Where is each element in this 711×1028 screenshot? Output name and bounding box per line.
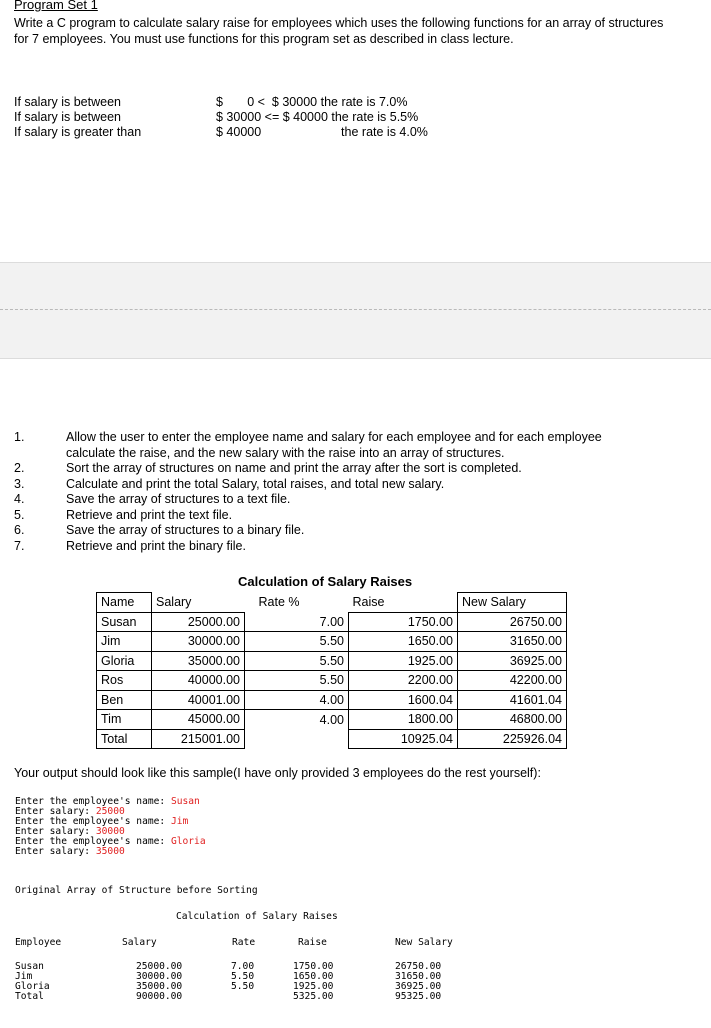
cell-salary: 35000.00 — [152, 651, 245, 671]
console-col-raise — [293, 962, 333, 1002]
rate-rule-label: If salary is between — [14, 110, 121, 124]
step-text: Retrieve and print the text file. — [66, 507, 233, 522]
console-cell: 95325.00 — [395, 991, 442, 1002]
cell-new-salary: 41601.04 — [458, 690, 567, 710]
step-text: Retrieve and print the binary file. — [66, 538, 246, 553]
console-col-new-salary — [395, 962, 441, 1002]
console-cell: 26750.00 — [395, 961, 442, 972]
cell-new-salary: 26750.00 — [458, 612, 567, 632]
console-cell: 35000.00 — [136, 981, 183, 992]
console-cell: 25000.00 — [136, 961, 183, 972]
console-header-employee: Employee — [15, 937, 62, 948]
console-cell: 90000.00 — [136, 991, 183, 1002]
salary-table — [96, 592, 567, 749]
table-row — [97, 632, 567, 652]
cell-rate — [245, 729, 349, 749]
header-name: Name — [97, 593, 152, 613]
table-row — [97, 651, 567, 671]
cell-rate: 5.50 — [245, 632, 349, 652]
rate-rules — [14, 95, 484, 140]
table-row — [97, 671, 567, 691]
cell-name: Tim — [97, 710, 152, 730]
salary-prompt: Enter salary: — [15, 826, 96, 837]
cell-new-salary: 36925.00 — [458, 651, 567, 671]
cell-salary: 25000.00 — [152, 612, 245, 632]
header-rate: Rate % — [258, 595, 300, 610]
step-number: 7. — [14, 538, 25, 553]
step-item — [14, 539, 704, 555]
salary-prompt: Enter salary: — [15, 806, 96, 817]
console-input-block — [15, 797, 206, 857]
cell-name: Total — [97, 729, 152, 749]
rate-rule-label: If salary is greater than — [14, 125, 142, 139]
page-break-band — [0, 262, 711, 359]
entered-name: Jim — [170, 816, 189, 827]
entered-name: Susan — [170, 796, 200, 807]
rate-rule-condition: $ 0 < $ 30000 the rate is 7.0% — [216, 95, 408, 109]
console-cell: 5325.00 — [293, 991, 334, 1002]
cell-name: Jim — [97, 632, 152, 652]
console-original-label: Original Array of Structure before Sorting — [15, 885, 258, 896]
step-item — [14, 492, 704, 508]
intro-paragraph: Write a C program to calculate salary raise for employees which uses the following functions for an array of structures for 7 employees. You must use functions for this program set as described in class lecture. — [14, 16, 664, 46]
header-new-salary: New Salary — [458, 593, 567, 613]
console-cell: 5.50 — [231, 971, 255, 982]
header-raise: Raise — [352, 595, 385, 609]
console-cell: 1650.00 — [293, 971, 334, 982]
name-prompt: Enter the employee's name: — [15, 796, 171, 807]
console-col-rate — [231, 962, 254, 1002]
cell-name: Gloria — [97, 651, 152, 671]
step-text: Sort the array of structures on name and print the array after the sort is completed. — [66, 461, 522, 475]
steps-list — [14, 430, 704, 554]
calculation-title: Calculation of Salary Raises — [238, 574, 413, 589]
entered-salary: 25000 — [95, 806, 125, 817]
cell-raise: 10925.04 — [349, 729, 458, 749]
rate-rule-condition: $ 40000 the rate is 4.0% — [216, 125, 428, 139]
rate-rule-row — [14, 125, 484, 140]
table-total-row — [97, 729, 567, 749]
console-cell: Gloria — [15, 981, 50, 992]
console-cell: Susan — [15, 961, 44, 972]
header-salary: Salary — [152, 593, 245, 613]
sample-output-lead: Your output should look like this sample(I have only provided 3 employees do the rest yourself): — [14, 766, 541, 780]
cell-raise: 1800.00 — [349, 710, 458, 730]
console-cell: 5.50 — [231, 981, 255, 992]
console-col-salary — [136, 962, 182, 1002]
step-number: 2. — [14, 461, 25, 475]
step-text: Allow the user to enter the employee name and salary for each employee and for each employee calculate the raise, and the new salary with the raise into an array of structures. — [66, 430, 602, 460]
cell-salary: 40000.00 — [152, 671, 245, 691]
step-item — [14, 477, 704, 493]
cell-raise: 1925.00 — [349, 651, 458, 671]
console-cell: 36925.00 — [395, 981, 442, 992]
page-break-divider — [0, 309, 711, 310]
console-cell: 7.00 — [231, 961, 255, 972]
table-row — [97, 612, 567, 632]
cell-rate: 4.00 — [245, 690, 349, 710]
step-item — [14, 508, 704, 524]
step-text: Save the array of structures to a text file. — [66, 492, 291, 506]
console-cell: 31650.00 — [395, 971, 442, 982]
step-number: 4. — [14, 492, 25, 506]
step-text: Calculate and print the total Salary, total raises, and total new salary. — [66, 476, 445, 491]
cell-new-salary: 31650.00 — [458, 632, 567, 652]
console-cell: Jim — [15, 971, 33, 982]
console-cell: 30000.00 — [136, 971, 183, 982]
entered-name: Gloria — [170, 836, 206, 847]
rate-rule-row — [14, 95, 484, 110]
cell-raise: 2200.00 — [349, 671, 458, 691]
cell-rate: 4.00 — [319, 712, 344, 727]
console-header-rate: Rate — [232, 937, 256, 948]
table-row — [97, 710, 567, 730]
step-item — [14, 523, 704, 539]
cell-raise: 1750.00 — [349, 612, 458, 632]
console-line — [15, 847, 206, 857]
cell-raise: 1650.00 — [349, 632, 458, 652]
entered-salary: 30000 — [95, 826, 125, 837]
rate-rule-row — [14, 110, 484, 125]
step-number: 1. — [14, 430, 25, 444]
page-heading: Program Set 1 — [14, 0, 98, 12]
console-cell — [231, 992, 254, 1002]
rate-rule-condition: $ 30000 <= $ 40000 the rate is 5.5% — [216, 110, 419, 124]
cell-name: Ros — [97, 671, 152, 691]
console-header-raise: Raise — [298, 937, 327, 948]
console-cell: 1925.00 — [293, 981, 334, 992]
name-prompt: Enter the employee's name: — [15, 816, 171, 827]
entered-salary: 35000 — [95, 846, 125, 857]
console-cell: Total — [15, 991, 44, 1002]
console-header-new-salary: New Salary — [395, 937, 453, 948]
console-calc-title: Calculation of Salary Raises — [176, 911, 338, 922]
step-item — [14, 461, 704, 477]
cell-name: Susan — [97, 612, 152, 632]
salary-prompt: Enter salary: — [15, 846, 96, 857]
step-number: 5. — [14, 507, 25, 522]
cell-new-salary: 42200.00 — [458, 671, 567, 691]
table-header-row — [97, 593, 567, 613]
cell-new-salary: 46800.00 — [458, 710, 567, 730]
table-row — [97, 690, 567, 710]
cell-rate: 7.00 — [319, 614, 344, 629]
cell-rate: 5.50 — [245, 671, 349, 691]
console-cell: 1750.00 — [293, 961, 334, 972]
cell-rate: 5.50 — [245, 651, 349, 671]
step-text: Save the array of structures to a binary file. — [66, 523, 305, 537]
step-number: 3. — [14, 476, 25, 491]
cell-name: Ben — [97, 690, 152, 710]
step-item — [14, 430, 704, 461]
rate-rule-label: If salary is between — [14, 95, 121, 109]
cell-salary: 40001.00 — [152, 690, 245, 710]
console-header-salary: Salary — [122, 937, 157, 948]
name-prompt: Enter the employee's name: — [15, 836, 171, 847]
cell-salary: 45000.00 — [152, 710, 245, 730]
cell-salary: 30000.00 — [152, 632, 245, 652]
cell-new-salary: 225926.04 — [458, 729, 567, 749]
cell-salary: 215001.00 — [152, 729, 245, 749]
console-col-employee — [15, 962, 50, 1002]
step-number: 6. — [14, 523, 25, 537]
cell-raise: 1600.04 — [349, 690, 458, 710]
